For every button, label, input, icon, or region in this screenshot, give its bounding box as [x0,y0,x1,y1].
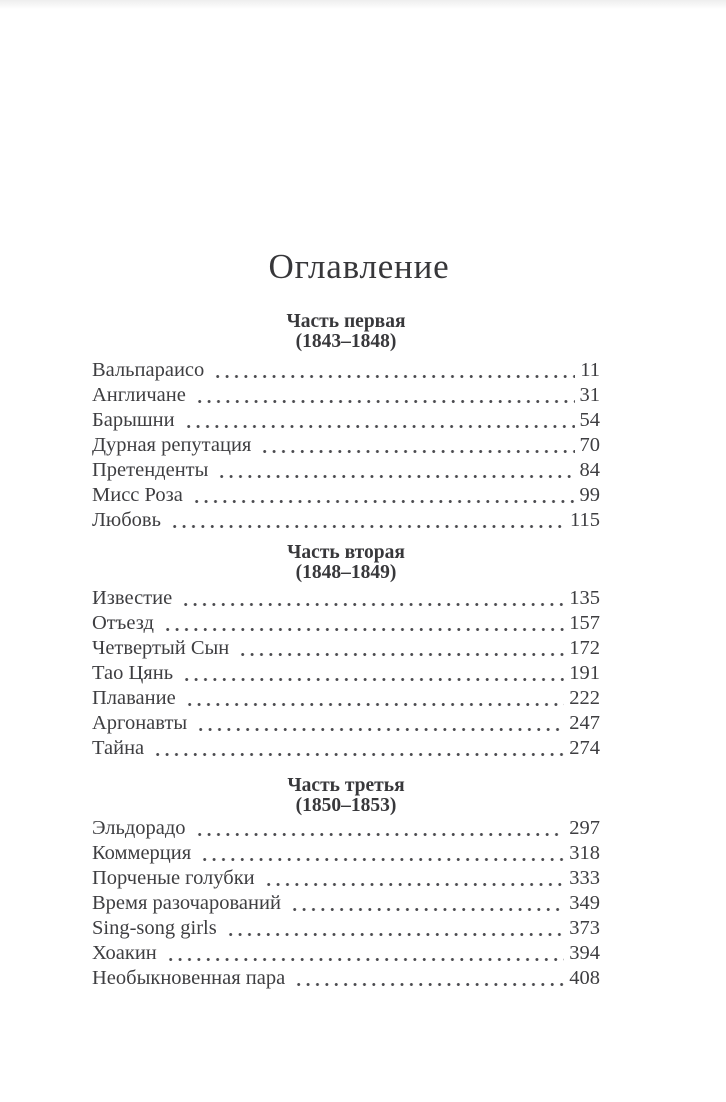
toc-entry [92,841,600,866]
toc-entry [92,661,600,686]
page-number: 191 [569,662,600,684]
page-number: 135 [569,587,600,609]
dot-leader [195,816,565,841]
chapter-title: Sing-song girls [92,917,217,939]
page-number: 222 [569,687,600,709]
toc-entry [92,891,600,916]
toc-entry [92,433,600,458]
dot-leader [181,586,564,611]
toc-entry [92,611,600,636]
page-top-shadow [0,0,726,9]
toc-title: Оглавление [268,247,450,286]
toc-entry [92,483,600,508]
toc-entry [92,636,600,661]
chapter-title: Тао Цянь [92,662,174,684]
section-dates: (1850–1853) [295,795,397,816]
page-number: 333 [569,867,600,889]
page-number: 115 [570,509,600,531]
toc-entry [92,816,600,841]
page-number: 318 [569,842,600,864]
section-dates: (1848–1849) [295,562,397,583]
section-entries [92,586,600,761]
dot-leader [163,611,564,636]
section-entries [92,816,600,991]
page-number: 31 [579,384,600,406]
toc-entry [92,508,600,533]
chapter-title: Четвертый Сын [92,637,230,659]
dot-leader [182,661,564,686]
page-number: 54 [579,409,600,431]
dot-leader [153,736,564,761]
chapter-title: Эльдорадо [92,817,186,839]
toc-entry [92,866,600,891]
toc-entry [92,408,600,433]
chapter-title: Необыкновенная пара [92,967,286,989]
section-dates: (1843–1848) [295,331,397,352]
chapter-title: Известие [92,587,173,609]
chapter-title: Хоакин [92,942,157,964]
section-heading: Часть вторая [287,542,405,563]
toc-entry [92,711,600,736]
page-number: 157 [569,612,600,634]
dot-leader [185,686,565,711]
page-number: 247 [569,712,600,734]
page-number: 172 [569,637,600,659]
toc-entry [92,383,600,408]
dot-leader [192,483,575,508]
chapter-title: Время разочарований [92,892,281,914]
dot-leader [213,358,575,383]
page-number: 408 [569,967,600,989]
dot-leader [184,408,575,433]
page-number: 84 [579,459,600,481]
chapter-title: Англичане [92,384,186,406]
chapter-title: Порченые голубки [92,867,255,889]
chapter-title: Тайна [92,737,145,759]
dot-leader [196,711,564,736]
page-number: 274 [569,737,600,759]
toc-entry [92,966,600,991]
toc-entry [92,358,600,383]
section-heading: Часть третья [287,775,405,796]
dot-leader [170,508,565,533]
toc-entry [92,736,600,761]
chapter-title: Аргонавты [92,712,188,734]
dot-leader [290,891,564,916]
chapter-title: Плавание [92,687,176,709]
page-number: 99 [579,484,600,506]
toc-entry [92,458,600,483]
chapter-title: Коммерция [92,842,192,864]
dot-leader [294,966,564,991]
toc-entry [92,586,600,611]
toc-section-1 [92,312,600,533]
toc-entry [92,916,600,941]
dot-leader [195,383,575,408]
dot-leader [238,636,564,661]
page-number: 394 [569,942,600,964]
dot-leader [260,433,574,458]
page-number: 349 [569,892,600,914]
dot-leader [264,866,565,891]
chapter-title: Барышни [92,409,175,431]
page-number: 70 [579,434,600,456]
chapter-title: Мисс Роза [92,484,183,506]
toc-entry [92,941,600,966]
section-heading: Часть первая [286,311,406,332]
chapter-title: Любовь [92,509,161,531]
toc-section-2 [92,543,600,761]
dot-leader [217,458,574,483]
chapter-title: Дурная репутация [92,434,252,456]
toc-entry [92,686,600,711]
dot-leader [226,916,565,941]
page-number: 11 [580,359,600,381]
toc-section-3 [92,776,600,991]
chapter-title: Отъезд [92,612,154,634]
chapter-title: Претенденты [92,459,209,481]
dot-leader [166,941,564,966]
page-number: 297 [569,817,600,839]
section-entries [92,358,600,533]
chapter-title: Вальпараисо [92,359,205,381]
dot-leader [200,841,564,866]
page-number: 373 [569,917,600,939]
